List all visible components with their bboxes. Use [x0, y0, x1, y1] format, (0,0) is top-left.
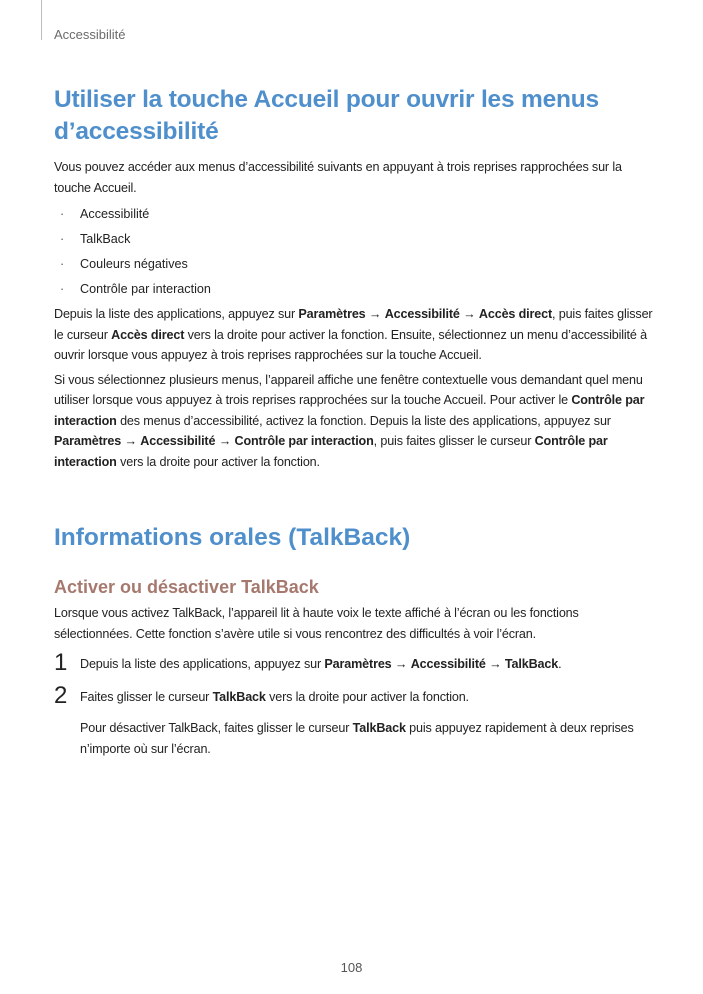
section-title-home-key: Utiliser la touche Accueil pour ouvrir les menus d’accessibilité	[54, 86, 599, 145]
step-text: Faites glisser le curseur TalkBack vers la droite pour activer la fonction.	[80, 689, 469, 704]
bullet-icon: ·	[60, 257, 65, 271]
list-item: · TalkBack	[54, 227, 654, 252]
step-1	[54, 649, 654, 676]
list-item: · Contrôle par interaction	[54, 277, 654, 302]
talkback-intro: Lorsque vous activez TalkBack, l’appareil lit à haute voix le texte affiché à l’écran ou les fonctions sélectionnées. Cette fonction s’avère utile si vous rencontrez des difficultés à voir l’écran.	[54, 606, 579, 641]
bullet-icon: ·	[60, 282, 65, 296]
bullet-icon: ·	[60, 207, 65, 221]
list-item: · Accessibilité	[54, 202, 654, 227]
accessibility-menu-list	[54, 202, 654, 302]
intro-paragraph: Vous pouvez accéder aux menus d’accessibilité suivants en appuyant à trois reprises rapprochées sur la touche Accueil.	[54, 160, 622, 195]
direct-access-paragraph: Depuis la liste des applications, appuyez sur Paramètres → Accessibilité → Accès direct, puis faites glisser le curseur Accès direct vers la droite pour activer la fonction. Ensuite, sélectionnez un menu d’accessibilité à ouvrir lorsque vous appuyez à trois reprises rapprochées sur la touche Accueil.	[54, 307, 653, 362]
section-title-talkback: Informations orales (TalkBack)	[54, 524, 411, 551]
step-text: Depuis la liste des applications, appuyez sur Paramètres → Accessibilité → TalkBack.	[80, 657, 562, 671]
subsection-title: Activer ou désactiver TalkBack	[54, 577, 319, 597]
header-divider	[41, 0, 42, 40]
step-number: 2	[54, 681, 68, 709]
step-note: Pour désactiver TalkBack, faites glisser le curseur TalkBack puis appuyez rapidement à deux reprises n’importe où sur l’écran.	[80, 721, 634, 756]
page-number: 108	[340, 960, 363, 975]
step-2	[54, 681, 654, 760]
multiple-menus-paragraph: Si vous sélectionnez plusieurs menus, l’appareil affiche une fenêtre contextuelle vous demandant quel menu utiliser lorsque vous appuyez à trois reprises rapprochées sur la touche Accueil. Pour activer le Contrôle par interaction des menus d’accessibilité, activez la fonction. Depuis la liste des applications, appuyez sur Paramètres → Accessibilité → Contrôle par interaction, puis faites glisser le curseur Contrôle par interaction vers la droite pour activer la fonction.	[54, 372, 645, 469]
page-content	[54, 84, 654, 759]
list-item: · Couleurs négatives	[54, 252, 654, 277]
step-number: 1	[54, 649, 68, 676]
section-header: Accessibilité	[54, 27, 126, 42]
bullet-icon: ·	[60, 232, 65, 246]
